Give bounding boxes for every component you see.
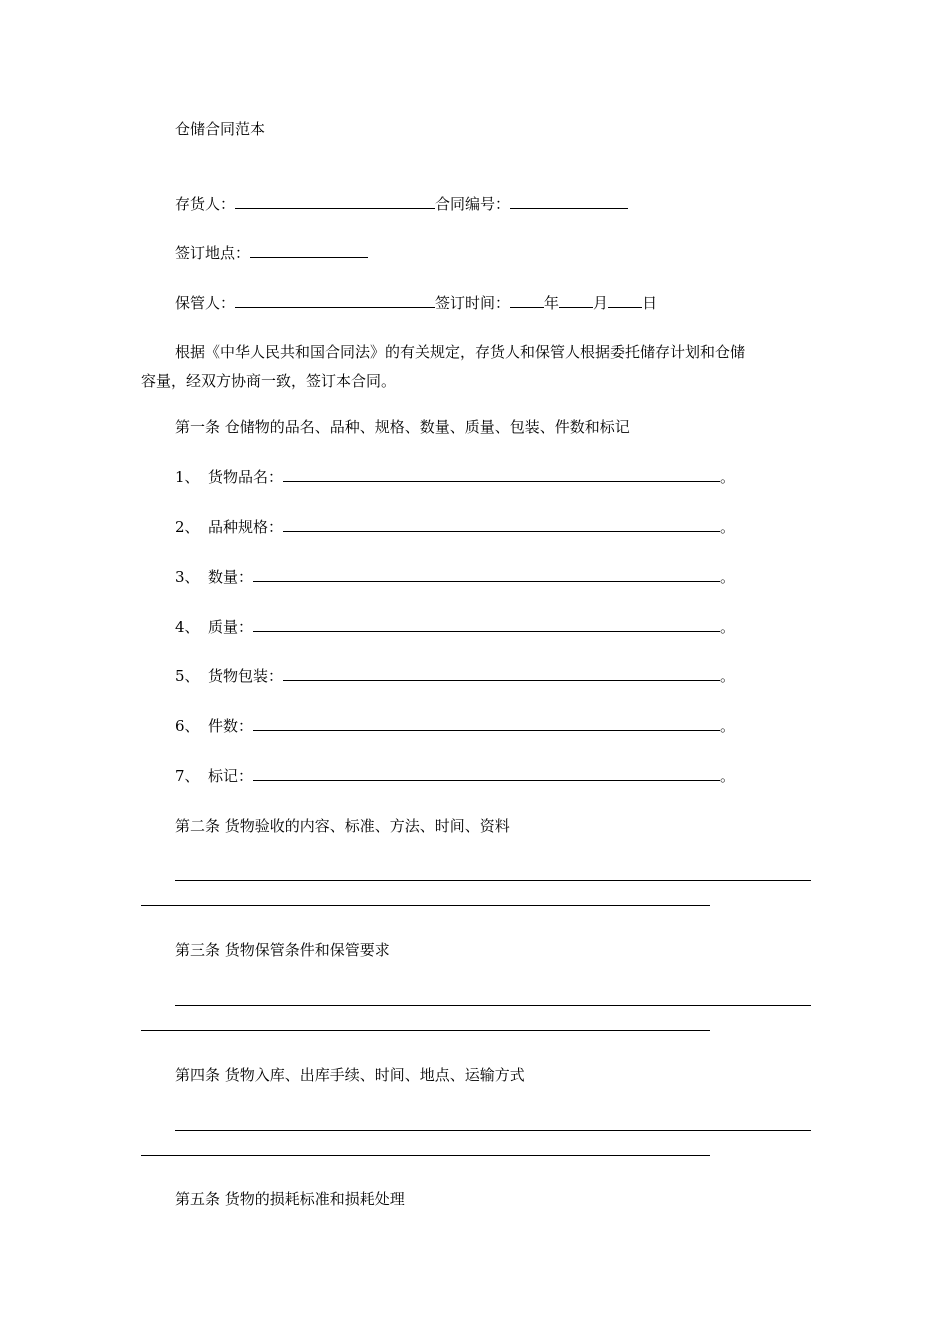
- contract-no-blank[interactable]: [510, 194, 628, 209]
- item-end: 。: [720, 468, 736, 486]
- item-blank[interactable]: [253, 716, 720, 731]
- item-blank[interactable]: [253, 617, 720, 632]
- article-1-item: [175, 766, 735, 786]
- item-label: 件数：: [208, 717, 254, 735]
- item-end: 。: [720, 518, 736, 536]
- article-1-item: [175, 467, 735, 487]
- item-number: 7、: [175, 767, 200, 785]
- preamble-line-2: 容量，经双方协商一致，签订本合同。: [141, 372, 397, 390]
- article-1-item: [175, 567, 735, 587]
- item-end: 。: [720, 618, 736, 636]
- article-3-heading: 第三条 货物保管条件和保管要求: [175, 941, 390, 959]
- preamble-line-1: 根据《中华人民共和国合同法》的有关规定，存货人和保管人根据委托储存计划和仓储: [175, 343, 746, 361]
- preamble: [141, 338, 815, 396]
- item-number: 2、: [175, 518, 200, 536]
- article-4-heading: 第四条 货物入库、出库手续、时间、地点、运输方式: [175, 1066, 525, 1084]
- article-4-blank-line-2[interactable]: [141, 1155, 710, 1156]
- keeper-label: 保管人：: [175, 294, 236, 312]
- item-label: 质量：: [208, 618, 254, 636]
- item-blank[interactable]: [253, 567, 720, 582]
- depositor-label: 存货人：: [175, 195, 236, 213]
- item-number: 3、: [175, 568, 200, 586]
- document-title: 仓储合同范本: [175, 120, 266, 138]
- year-label: 年: [544, 294, 560, 312]
- item-number: 4、: [175, 618, 200, 636]
- item-label: 标记：: [208, 767, 254, 785]
- item-number: 5、: [175, 667, 200, 685]
- item-label: 品种规格：: [208, 518, 284, 536]
- item-end: 。: [720, 767, 736, 785]
- article-1-item: [175, 517, 735, 537]
- article-4-blank-line-1[interactable]: [175, 1130, 811, 1131]
- year-blank[interactable]: [510, 293, 544, 308]
- article-2-blank-line-2[interactable]: [141, 905, 710, 906]
- item-number: 1、: [175, 468, 200, 486]
- article-3-blank-line-1[interactable]: [175, 1005, 811, 1006]
- depositor-row: [175, 194, 628, 214]
- article-5-heading: 第五条 货物的损耗标准和损耗处理: [175, 1190, 405, 1208]
- article-1-heading: 第一条 仓储物的品名、品种、规格、数量、质量、包装、件数和标记: [175, 418, 630, 436]
- month-blank[interactable]: [559, 293, 593, 308]
- day-label: 日: [642, 294, 658, 312]
- keeper-blank[interactable]: [235, 293, 435, 308]
- article-2-heading: 第二条 货物验收的内容、标准、方法、时间、资料: [175, 817, 510, 835]
- item-label: 货物品名：: [208, 468, 284, 486]
- sign-place-label: 签订地点：: [175, 244, 251, 262]
- contract-no-label: 合同编号：: [435, 195, 511, 213]
- item-end: 。: [720, 568, 736, 586]
- month-label: 月: [593, 294, 609, 312]
- keeper-row: [175, 293, 657, 313]
- item-end: 。: [720, 717, 736, 735]
- article-1-item: [175, 716, 735, 736]
- depositor-blank[interactable]: [235, 194, 435, 209]
- item-blank[interactable]: [283, 666, 720, 681]
- item-blank[interactable]: [283, 517, 720, 532]
- item-label: 数量：: [208, 568, 254, 586]
- item-blank[interactable]: [283, 467, 720, 482]
- item-label: 货物包装：: [208, 667, 284, 685]
- day-blank[interactable]: [608, 293, 642, 308]
- article-3-blank-line-2[interactable]: [141, 1030, 710, 1031]
- article-1-item: [175, 617, 735, 637]
- item-blank[interactable]: [253, 766, 720, 781]
- sign-place-row: [175, 243, 368, 263]
- item-end: 。: [720, 667, 736, 685]
- sign-place-blank[interactable]: [250, 243, 368, 258]
- item-number: 6、: [175, 717, 200, 735]
- article-2-blank-line-1[interactable]: [175, 880, 811, 881]
- article-1-item: [175, 666, 735, 686]
- sign-time-label: 签订时间：: [435, 294, 511, 312]
